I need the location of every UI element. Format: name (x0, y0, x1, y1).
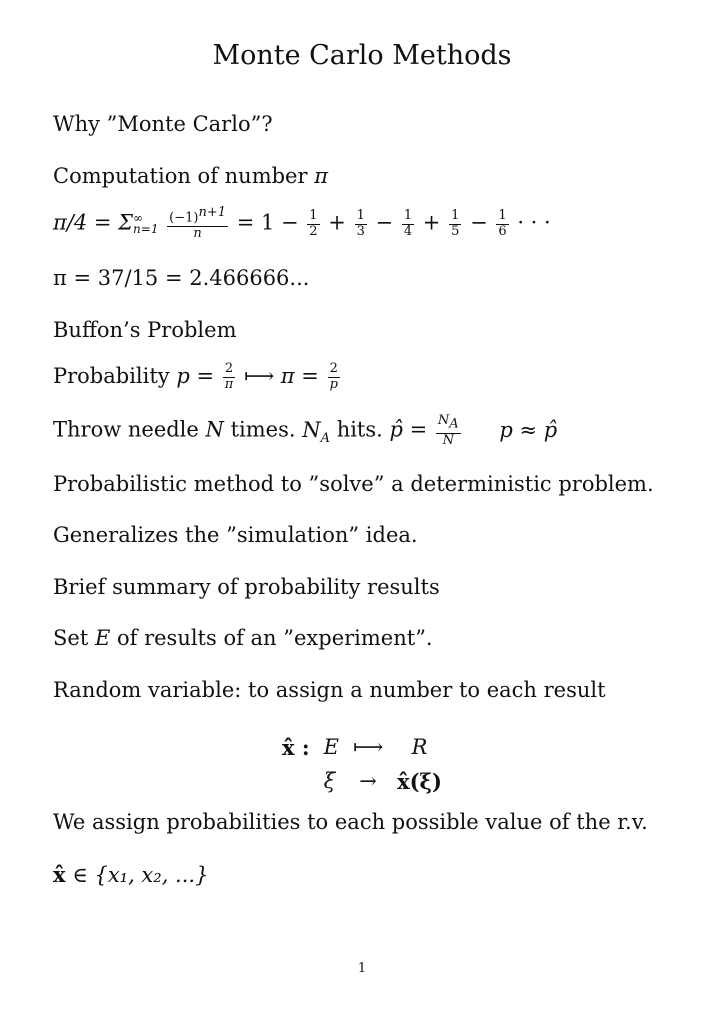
set-x-values: {x₁, x₂, ...} (94, 863, 209, 887)
pi-approximation-line: π = 37/15 = 2.466666... (53, 266, 310, 290)
series-ellipsis: · · · (517, 210, 551, 235)
sum-lower: n=1 (133, 222, 159, 237)
op-plus-1: + (328, 210, 346, 235)
throw-text-1: Throw needle (53, 417, 199, 442)
fraction-fifth: $\frac{1}{5}$ (451, 207, 460, 239)
equals-one: = 1 − (236, 210, 299, 235)
page-number: 1 (357, 961, 367, 976)
throw-N: N (205, 417, 224, 442)
fraction-third: $\frac{1}{3}$ (356, 207, 365, 239)
set-e-text-2: of results of an ”experiment”. (116, 626, 433, 650)
probability-label: Probability (53, 363, 170, 388)
set-e-line (53, 626, 433, 650)
sum-limits (133, 210, 159, 237)
brief-summary-line: Brief summary of probability results (53, 575, 440, 599)
throw-needle-line (53, 414, 557, 448)
mapping-R: R (411, 735, 428, 759)
sum-upper: ∞ (133, 210, 144, 225)
mapping-arrow-2: → (359, 769, 377, 793)
probability-line (53, 362, 342, 393)
two-over-p: $\frac{2}{p}$ (329, 361, 338, 392)
page-title: Monte Carlo Methods (212, 40, 512, 71)
buffon-problem-line: Buffon’s Problem (53, 318, 237, 342)
series-formula (53, 206, 551, 242)
mapping-E: E (323, 735, 339, 759)
random-variable-mapping (275, 730, 449, 798)
mapping-x-hat-xi: x̂(ξ) (397, 768, 442, 794)
pi-equals: π = (280, 363, 319, 388)
mapping-arrow-1: ⟼ (352, 735, 384, 759)
set-x-in: ∈ (72, 863, 88, 887)
mapping-xi: ξ (323, 769, 336, 793)
maps-to-arrow: ⟼ (244, 363, 275, 388)
op-minus-2: − (470, 210, 488, 235)
p-hat-equals: p̂ = (389, 417, 428, 442)
computation-line (53, 164, 328, 188)
why-monte-carlo-line: Why ”Monte Carlo”? (53, 112, 273, 136)
two-over-pi: $\frac{2}{\pi}$ (224, 361, 234, 392)
mapping-x-hat: x̂ : (282, 734, 310, 760)
probabilistic-method-line: Probabilistic method to ”solve” a deterministic problem. (53, 472, 654, 496)
series-lhs: π/4 = Σ (53, 210, 134, 235)
generalizes-line: Generalizes the ”simulation” idea. (53, 523, 418, 547)
random-variable-line: Random variable: to assign a number to each result (53, 678, 606, 702)
p-equals: p = (176, 363, 215, 388)
op-minus-1: − (375, 210, 394, 235)
computation-text: Computation of number (53, 164, 308, 188)
fraction-quarter: $\frac{1}{4}$ (403, 207, 413, 239)
set-x-hat: x̂ (53, 862, 66, 887)
throw-text-3: hits. (336, 417, 383, 442)
N-A: $N_A$ (302, 417, 330, 446)
term-numerator: (−1) (169, 210, 199, 226)
assign-probabilities-line: We assign probabilities to each possible value of the r.v. (53, 810, 648, 834)
pi-symbol: π (314, 164, 329, 188)
op-plus-2: + (422, 210, 441, 235)
series-term-fraction (167, 206, 228, 242)
term-exponent: n+1 (198, 205, 227, 220)
fraction-half: $\frac{1}{2}$ (309, 207, 318, 239)
set-e-symbol: E (94, 626, 111, 650)
NA-over-N: $\frac{N_A}{N}$ (437, 413, 459, 448)
fraction-sixth: $\frac{1}{6}$ (498, 207, 507, 239)
set-e-text-1: Set (53, 626, 89, 650)
p-approx-p-hat: p ≈ p̂ (499, 417, 558, 442)
term-denominator: n (193, 226, 202, 242)
throw-text-2: times. (230, 417, 296, 442)
set-x-line (53, 862, 208, 887)
